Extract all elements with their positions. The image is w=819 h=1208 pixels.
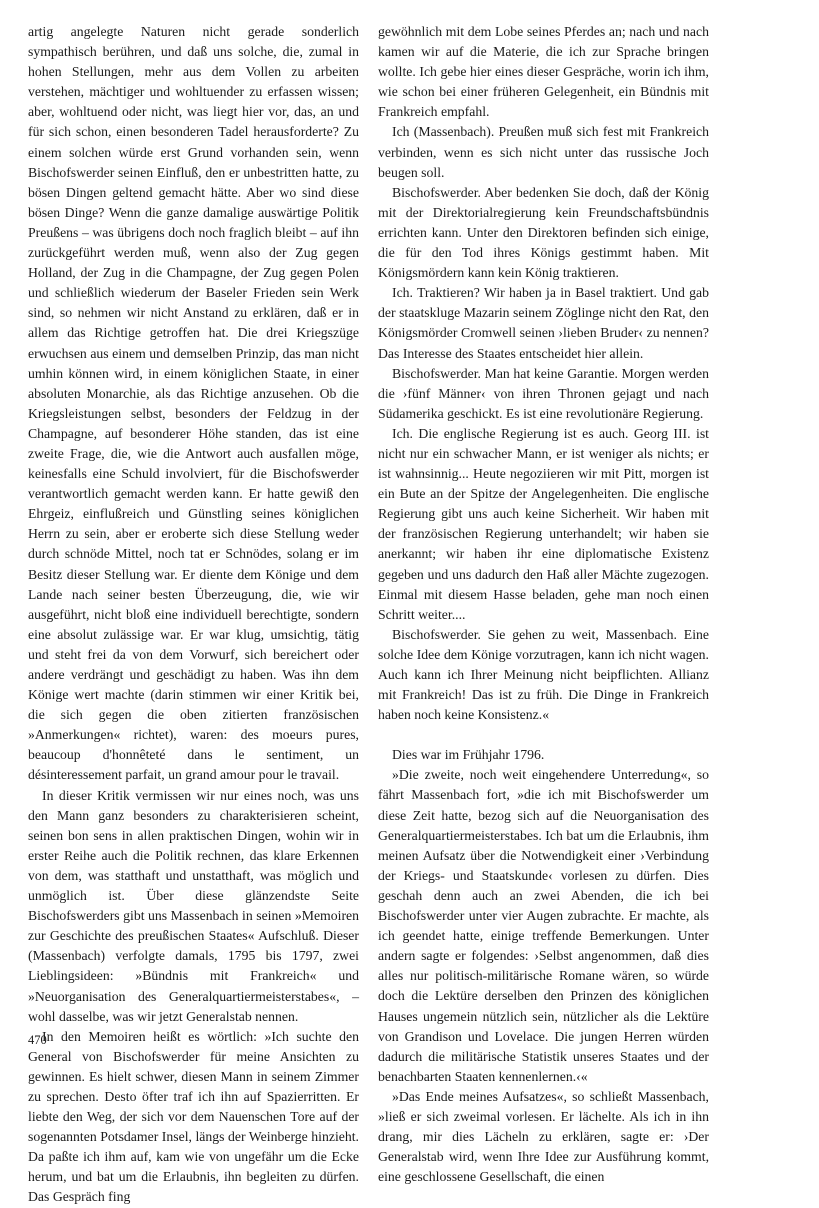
paragraph: Dies war im Frühjahr 1796. [392, 747, 545, 763]
dialogue-paragraph: Ich. Die englische Regierung ist es auch. Georg III. ist nicht nur ein schwacher Mann, er ist weniger als nichts; er ist wahnsinnig... Heute negoziieren wir mit Pitt, morgen ist ein Bute an der Spitze der Angelegenheiten. Die englische Regierung gibt uns auch keine Sicherheit. Wir haben mit der französischen Regierung unterhandelt; wir haben sie anerkannt; wir haben ihr eine diplomatische Existenz gegeben und uns dadurch den Haß aller Mächte zugezogen. Einmal mit diesem Hasse beladen, gehe man noch einen Schritt weiter.... [378, 425, 709, 622]
dialogue-paragraph: Bischofswerder. Man hat keine Garantie. Morgen werden die ›fünf Männer‹ von ihren Thronen gejagt und nach Südamerika geschickt. Es ist eine revolutionäre Regierung. [378, 365, 709, 421]
right-column [378, 22, 709, 1187]
paragraph: »Die zweite, noch weit eingehendere Unterredung«, so fährt Massenbach fort, »die ich mit Bischofswerder um diese Zeit hatte, bezog sich auf die Neuorganisation des Generalquartiermeisterstabes. Ich bat um die Erlaubnis, ihm meinen Aufsatz über die Notwendigkeit einer ›Verbindung der Kriegs- und Staatskunde‹ vorlesen zu dürfen. Dies geschah denn auch an zwei Abenden, die ich bei Bischofswerder unter vier Augen zubrachte. Er machte, als ich geendet hatte, einige treffende Bemerkungen. Unter andern sagte er folgendes: ›Selbst angenommen, daß dies alles nur politisch-militärische Romane wären, so würde doch die Lektüre derselben den Prinzen des königlichen Hauses ungemein nützlich sein, nützlicher als die Lektüre von Grandison und Lovelace. Die jungen Herren würden dadurch die militärische Statistik unseres Staates und der benachbarten Staaten kennenlernen.‹« [378, 767, 709, 1084]
dialogue-paragraph: Bischofswerder. Sie gehen zu weit, Massenbach. Eine solche Idee dem Könige vorzutragen, kann ich nicht wagen. Auch kann ich Ihrer Meinung nicht beipflichten. Allianz mit Frankreich! Das ist zu früh. Die Dinge in Frankreich haben noch keine Konsistenz.« [378, 626, 709, 723]
page-number: 470 [28, 1033, 47, 1047]
paragraph: In dieser Kritik vermissen wir nur eines noch, was uns den Mann ganz besonders zu charakterisieren scheint, seinen bon sens in allen praktischen Dingen, wohin wir in erster Reihe auch die Politik rechnen, das klare Erkennen von dem, was statthaft und unstatthaft, was möglich und unmöglich ist. Über diese glänzendste Seite Bischofswerders gibt uns Massenbach in seinen »Memoiren zur Geschichte des preußischen Staates« Aufschluß. Dieser (Massenbach) verfolgte damals, 1795 bis 1797, zwei Lieblingsideen: »Bündnis mit Frankreich« und »Neuorganisation des Generalquartiermeisterstabes«, – wohl dasselbe, was wir jetzt Generalstab nennen. [28, 787, 359, 1024]
dialogue-paragraph: Ich. Traktieren? Wir haben ja in Basel traktiert. Und gab der staatskluge Mazarin seinem Zöglinge nicht den Rat, den Königsmörder Cromwell seinen ›lieben Bruder‹ zu nennen? Das Interesse des Staates entscheidet hier allein. [378, 285, 709, 361]
paragraph: In den Memoiren heißt es wörtlich: »Ich suchte den General von Bischofswerder für meine Ansichten zu gewinnen. Es hielt schwer, diesen Mann in seinem Zimmer zu sprechen. Desto öfter traf ich ihn auf Spazierritten. Er liebte den Weg, der sich vor dem Nauenschen Tore auf der sogenannten Potsdamer Insel, längs der Weinberge hinzieht. Da paßte ich ihm auf, kam wie von ungefähr um die Ecke herum, und bat um die Erlaubnis, ihn begleiten zu dürfen. Das Gespräch fing [28, 1028, 359, 1205]
left-column [28, 22, 359, 1208]
paragraph: »Das Ende meines Aufsatzes«, so schließt Massenbach, »ließ er sich zweimal vorlesen. Er lächelte. Als ich in ihn drang, mir dies Lächeln zu erklären, sagte er: ›Der Generalstab wird, wenn Ihre Idee zur Ausführung kommt, eine geschlossene Gesellschaft, die einen [378, 1088, 709, 1185]
dialogue-paragraph: Bischofswerder. Aber bedenken Sie doch, daß der König mit der Direktorialregierung kein Freundschaftsbündnis errichten kann. Unter den Direktoren befinden sich einige, die für den Tod ihres Königs gestimmt haben. Mit Königsmördern kann kein König traktieren. [378, 184, 709, 281]
paragraph: artig angelegte Naturen nicht gerade sonderlich sympathisch berühren, und daß uns solche, die, zumal in hohen Stellungen, mehr aus dem Vollen zu arbeiten verstehen, mächtiger und wohltuender zu erfassen wissen; aber, wohltuend oder nicht, was liegt hier vor, das, an und für sich schon, einen besonderen Tadel herausforderte? Zu einem solchen würde erst Grund vorhanden sein, wenn Bischofswerder seinen Einfluß, den er unbestritten hatte, zu bösen Dingen geltend gemacht hätte. Aber wo sind diese bösen Dinge? Wenn die ganze damalige auswärtige Politik Preußens – was übrigens doch noch fraglich bleibt – auf ihn zurückgeführt werden muß, wenn also der Zug gegen Holland, der Zug in die Champagne, der Zug gegen Polen und schließlich wiederum der Baseler Frieden sein Werk sind, so nehmen wir nicht Anstand zu erklären, daß er in allem das Richtige getroffen hat. Die drei Kriegszüge erwuchsen aus einem und demselben Prinzip, das man nicht umhin können wird, in einem königlichen Staate, in einer absoluten Monarchie, als das Richtige anzusehen. Ob die Kriegsleistungen selbst, besonders der Feldzug in der Champagne, auf besonderer Höhe standen, das ist eine zweite Frage, die, wie die Antwort auch ausfallen möge, keinesfalls eine Schuld involviert, für die Bischofswerder verantwortlich gemacht werden kann. Er hatte gewiß den Ehrgeiz, einflußreich und Günstling seines königlichen Herrn zu sein, aber er eroberte sich diese Stellung weder durch schnöde Mittel, noch tat er Schnödes, solang er im Besitz dieser Stellung war. Er diente dem Könige und dem Lande nach seiner besten Überzeugung, die, wie wir ausgeführt, nicht bloß eine individuell berechtigte, sondern eine absolut zulässige war. Er war klug, umsichtig, tätig und steht frei da von dem Vorwurf, sich bereichert oder andere verdrängt und geschädigt zu haben. Was ihn dem Könige wert machte (darin stimmen wir einer Kritik bei, die sich gegen die oben zitierten französischen »Anmerkungen« richtet), waren: des moeurs pures, beaucoup d'honnêteté dans le sentiment, un désinteressement parfait, un grand amour pour le travail. [28, 24, 359, 783]
paragraph: gewöhnlich mit dem Lobe seines Pferdes an; nach und nach kamen wir auf die Materie, die ich zur Sprache bringen wollte. Ich gebe hier eines dieser Gespräche, worin ich ihm, wie schon bei einer früheren Gelegenheit, ein Bündnis mit Frankreich empfahl. [378, 24, 709, 120]
dialogue-paragraph: Ich (Massenbach). Preußen muß sich fest mit Frankreich verbinden, wenn es sich nicht unter das russische Joch beugen soll. [378, 124, 709, 180]
